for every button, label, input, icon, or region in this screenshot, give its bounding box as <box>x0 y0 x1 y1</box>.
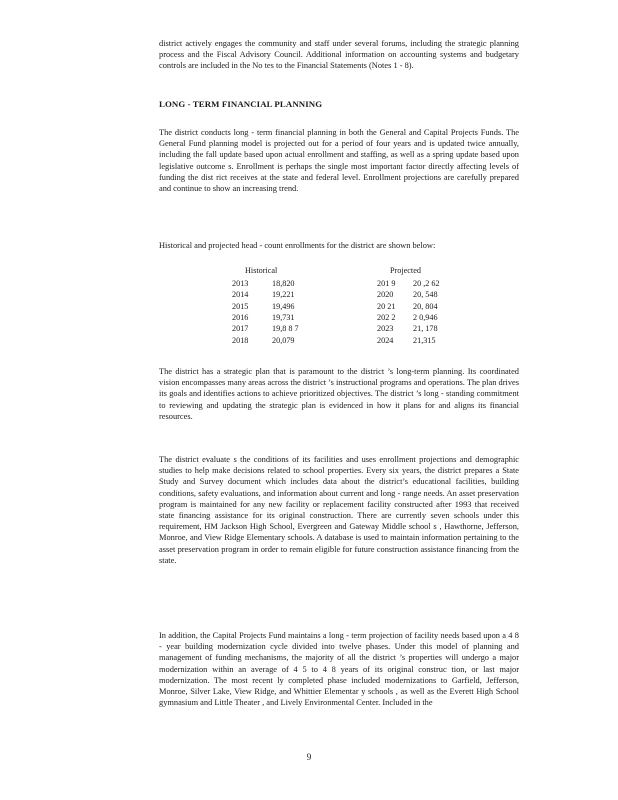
paragraph-facilities-block <box>159 454 519 566</box>
paragraph-capital-projects: In addition, the Capital Projects Fund maintains a long - term projection of facility needs based upon a 4 8 - year building modernization cycle divided into twelve phases. Under this model of planning and management of funding mechanisms, the majority of all the district ’s properties will undergo a major modernization within an average of 4 5 to 4 8 years of its original construc tion, or last major modernization. The most recent ly completed phase included modernizations to Garfield, Jefferson, Monroe, Silver Lake, View Ridge, and Whittier Elementar y schools , as well as the Everett High School gymnasium and Little Theater , and Lively Environmental Center. Included in the <box>159 631 519 708</box>
table-row: 2014 19,221 <box>232 290 295 300</box>
paragraph-enrollment-intro-block <box>159 240 519 251</box>
table-row: 2013 18,820 <box>232 279 295 288</box>
section-heading-block <box>159 99 519 109</box>
page-number: 9 <box>306 752 312 762</box>
table-row: 2015 19,496 <box>232 301 295 311</box>
historical-header: Historical <box>245 266 278 275</box>
table-row: 201 9 20 ,2 62 <box>377 279 440 288</box>
table-row: 2018 20,079 <box>232 335 295 345</box>
table-row: 20 21 20, 804 <box>377 301 438 311</box>
paragraph-enrollment-intro: Historical and projected head - count enrollments for the district are shown below: <box>159 241 436 250</box>
paragraph-facilities: The district evaluate s the conditions of its facilities and uses enrollment projections and demographic studies to help make decisions related to school properties. Every six years, the district prepares a State Study and Survey document which includes data about the district’s educational facilities, building conditions, safety evaluations, and information about current and long - range needs. An asset preservation program is maintained for any new facility or replacement facility constructed after 1993 that received state financing assistance for its original construction. There are currently seven schools under this requirement, HM Jackson High School, Evergreen and Gateway Middle school s , Hawthorne, Jefferson, Monroe, and View Ridge Elementary schools. A database is used to maintain information pertaining to the asset preservation program in order to remain eligible for future construction assistance financing from the state. <box>159 455 519 565</box>
table-row: 2017 19,8 8 7 <box>232 324 299 334</box>
intro-paragraph-block <box>159 38 519 72</box>
paragraph-capital-projects-block <box>159 630 519 708</box>
paragraph-financial-planning-block <box>159 127 519 194</box>
table-row: 2023 21, 178 <box>377 324 438 334</box>
intro-paragraph: district actively engages the community and staff under several forums, including the strategic planning process and the Fiscal Advisory Council. Additional information on accounting systems and budgetary controls are included in the No tes to the Financial Statements (Notes 1 - 8). <box>159 39 519 71</box>
table-row: 2016 19,731 <box>232 312 295 322</box>
section-heading: LONG - TERM FINANCIAL PLANNING <box>159 99 323 109</box>
table-row: 2020 20, 548 <box>377 290 438 300</box>
paragraph-financial-planning: The district conducts long - term financial planning in both the General and Capital Projects Funds. The General Fund planning model is projected out for a period of four years and is updated twice annually, including the fall update based upon actual enrollment and staffing, as well as a spring update based upon legislative outcome s. Enrollment is perhaps the single most important factor directly affecting levels of funding the dist rict receives at the state and federal level. Enrollment projections are carefully prepared and continue to show an increasing trend. <box>159 128 519 194</box>
table-row: 2024 21,315 <box>377 335 436 345</box>
projected-header: Projected <box>390 266 421 275</box>
paragraph-strategic-plan: The district has a strategic plan that is paramount to the district ’s long-term planning. Its coordinated vision encompasses many areas across the district ’s instructional programs and operations. The plan drives its goals and identifies actions to achieve prioritized objectives. The district ’s long - standing commitment to reviewing and updating the strategic plan is evidenced in how it plans for and aligns its financial resources. <box>159 367 519 421</box>
table-row: 202 2 2 0,946 <box>377 312 438 322</box>
paragraph-strategic-plan-block <box>159 366 519 422</box>
